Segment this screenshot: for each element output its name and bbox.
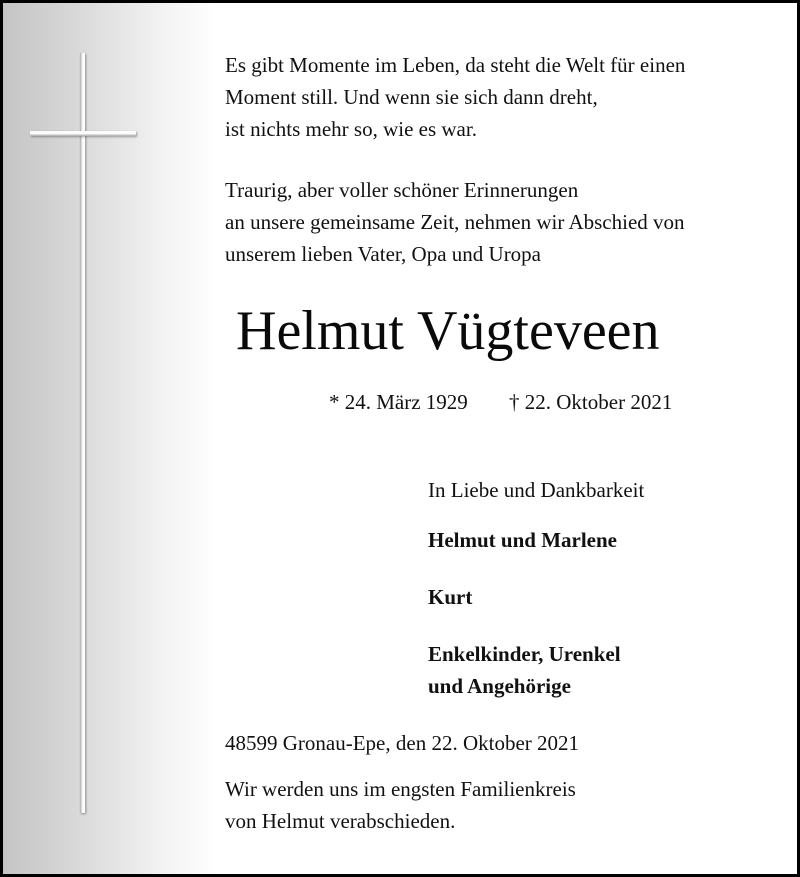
intro-paragraph [225, 174, 685, 270]
farewell-note [225, 773, 576, 837]
intro-line: Traurig, aber voller schöner Erinnerungen [225, 178, 579, 202]
mourner-name: Kurt [428, 585, 473, 609]
farewell-line: von Helmut verabschieden. [225, 809, 456, 833]
place-and-date: 48599 Gronau-Epe, den 22. Oktober 2021 [225, 731, 580, 755]
quote-line: Moment still. Und wenn sie sich dann dreht, [225, 85, 598, 109]
mourner-name: und Angehörige [428, 674, 571, 698]
opening-quote [225, 49, 685, 145]
birth-date: * 24. März 1929 [329, 390, 468, 414]
mourner-name: Helmut und Marlene [428, 528, 617, 552]
cross-icon-vertical-beam [80, 53, 85, 813]
quote-line: ist nichts mehr so, wie es war. [225, 117, 477, 141]
deceased-name: Helmut Vügteveen [236, 300, 660, 362]
intro-line: unserem lieben Vater, Opa und Uropa [225, 242, 542, 266]
mourners-intro: In Liebe und Dankbarkeit [428, 478, 645, 502]
quote-line: Es gibt Momente im Leben, da steht die Welt für einen [225, 53, 686, 77]
cross-icon-horizontal-beam [30, 131, 136, 136]
mourner-name: Enkelkinder, Urenkel [428, 642, 621, 666]
death-date: † 22. Oktober 2021 [509, 390, 673, 414]
intro-line: an unsere gemeinsame Zeit, nehmen wir Abschied von [225, 210, 685, 234]
farewell-line: Wir werden uns im engsten Familienkreis [225, 777, 576, 801]
